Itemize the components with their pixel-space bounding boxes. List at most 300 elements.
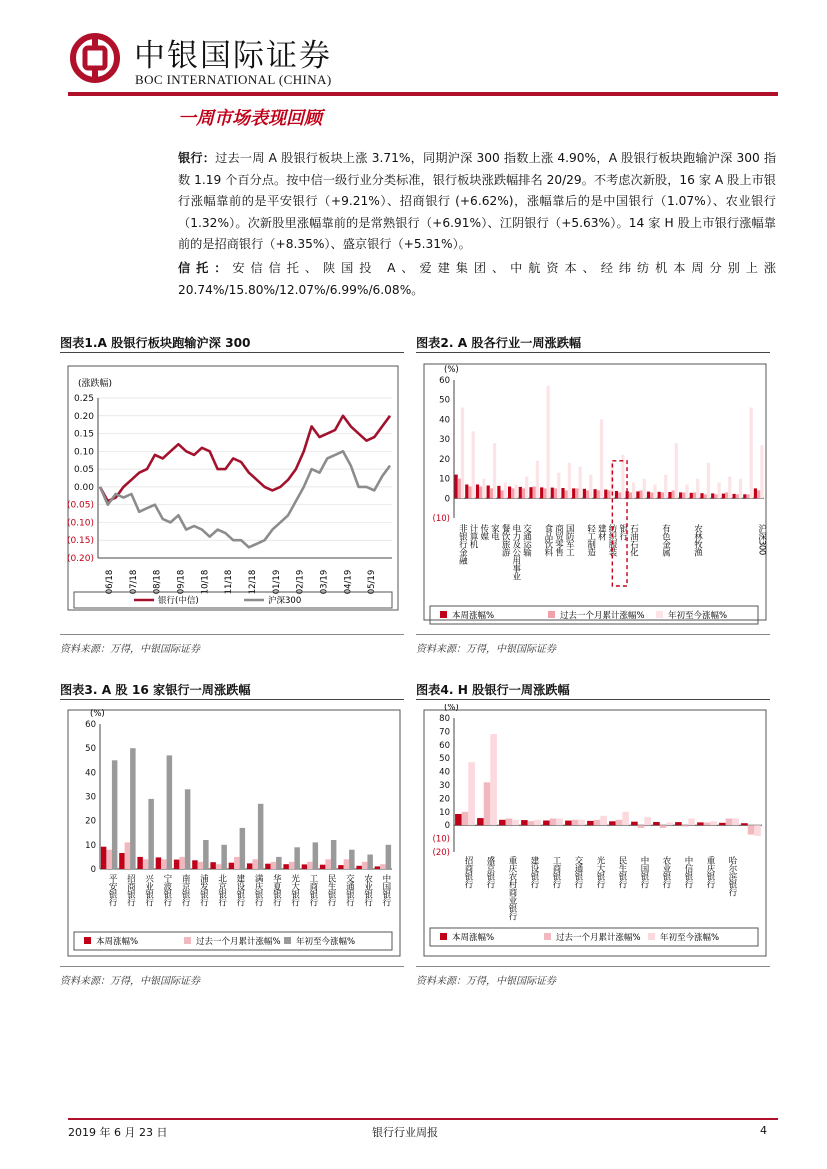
fig4-bar (565, 821, 572, 826)
fig3-xtick-label: 南京银行 (180, 874, 191, 906)
fig3-bar (307, 862, 313, 869)
fig4-ytick-label: 40 (439, 767, 450, 778)
trust-paragraph (178, 258, 776, 301)
fig3-bottom-rule (60, 966, 404, 967)
fig3-bar (302, 864, 308, 869)
fig2-bar (664, 475, 667, 499)
fig4-bar (748, 825, 755, 834)
fig3-bar (229, 863, 235, 869)
section-title: 一周市场表现回顾 (178, 108, 322, 129)
fig3-bar (386, 845, 392, 869)
fig2-bar (653, 485, 656, 499)
fig2-bar (504, 483, 507, 499)
fig4-ytick-label: 70 (439, 727, 450, 738)
fig2-bar (493, 443, 496, 498)
fig1-xtick-label: 10/18 (200, 569, 211, 595)
fig3-bar (294, 847, 300, 869)
fig2-bar (536, 461, 539, 499)
fig3-xtick-label: 光大银行 (289, 874, 300, 906)
footer-page-number: 4 (760, 1124, 767, 1137)
fig3-xtick-label: 华夏银行 (271, 874, 282, 906)
fig2-bar (704, 494, 707, 498)
fig2-bar (540, 487, 543, 498)
fig3-bar (362, 862, 368, 869)
fig4-title: 图表4. H 股银行一周涨跌幅 (416, 683, 570, 697)
fig3-xtick-label: 招商银行 (125, 874, 136, 906)
fig2-ytick-label: 0 (444, 494, 450, 505)
fig2-ytick-label: 10 (439, 474, 450, 485)
fig2-xtick-label: 沪深300 (756, 524, 767, 555)
fig2-bar (728, 477, 731, 499)
fig1-ylabel: (涨跌幅) (78, 379, 113, 389)
fig4-bar (512, 820, 519, 825)
fig4-xtick-label: 重庆银行 (705, 856, 715, 888)
fig3-bar (289, 862, 295, 869)
fig2-bar (615, 491, 618, 498)
fig2-legend-swatch (548, 611, 555, 618)
fig2-bar (490, 488, 493, 498)
fig4-ytick-label: 60 (439, 740, 450, 751)
fig1-xtick-label: 08/18 (152, 569, 163, 595)
fig3-bar (313, 842, 319, 869)
fig4-bar (616, 820, 623, 825)
fig2-bar (658, 492, 661, 499)
fig4-xtick-label: 盛京银行 (485, 856, 495, 888)
bank-paragraph (178, 148, 776, 256)
fig2-legend-label: 过去一个月累计涨幅% (560, 611, 645, 621)
fig4-bar (638, 825, 645, 828)
company-name-en: BOC INTERNATIONAL (CHINA) (135, 72, 332, 87)
fig3-bar (276, 857, 282, 869)
fig2-title-rule (416, 352, 770, 353)
fig3-frame (68, 710, 400, 956)
fig2-bar (455, 475, 458, 499)
fig4-bar (710, 821, 717, 825)
fig3-bar (221, 845, 227, 869)
fig2-bar (629, 492, 632, 498)
fig3-bar (240, 828, 246, 869)
fig4-bar (587, 821, 594, 825)
fig3-bar (367, 855, 373, 870)
fig3-bar (125, 842, 131, 869)
fig2-bar (589, 475, 592, 499)
fig2-bar (604, 490, 607, 499)
fig2-bar (594, 489, 597, 498)
fig4-xtick-label: 哈尔滨银行 (727, 856, 737, 896)
fig4-xtick-label: 招商银行 (463, 856, 473, 888)
fig3-xtick-label: 交通银行 (344, 874, 355, 906)
fig3-bar (325, 859, 331, 869)
fig2-bar (525, 477, 528, 499)
fig3-bar-chart (60, 704, 404, 962)
fig2-xtick-label: 轻工制造 (585, 524, 596, 556)
fig4-ytick-label: 80 (439, 714, 450, 724)
fig2-bar-chart (416, 358, 770, 626)
bank-label: 银行： (178, 151, 216, 165)
fig1-xtick-label: 05/19 (367, 569, 378, 595)
fig2-xtick-label: 农林牧渔 (692, 524, 703, 556)
header-divider (68, 92, 778, 96)
fig2-xtick-label: 商贸零售 (553, 524, 564, 556)
fig2-legend-label: 年初至今涨幅% (668, 611, 728, 621)
fig1-xtick-label: 04/19 (343, 569, 354, 595)
fig3-bar (344, 859, 350, 869)
fig2-xtick-label: 纺织服装 (607, 524, 617, 556)
fig2-bar (508, 487, 511, 499)
fig3-bar (198, 862, 204, 869)
trust-text: 安信信托、陕国投 A、爱建集团、中航资本、经纬纺机本周分别上涨 20.74%/15.80%/12.07%/6.99%/6.08%。 (178, 261, 777, 297)
fig4-bar (732, 819, 739, 826)
fig4-xtick-label: 建设银行 (529, 856, 539, 888)
fig2-bar (514, 485, 517, 499)
fig4-legend-label: 年初至今涨幅% (660, 933, 720, 943)
fig2-bottom-rule (416, 634, 770, 635)
fig3-ytick-label: 30 (85, 792, 96, 803)
fig2-bar (487, 486, 490, 499)
fig4-bar (754, 825, 761, 836)
fig2-legend-swatch (440, 611, 447, 618)
fig2-bar (501, 490, 504, 498)
fig4-bar (578, 820, 585, 825)
fig2-bar (476, 485, 479, 499)
fig3-bar (203, 840, 209, 869)
fig3-bar (156, 857, 162, 869)
fig2-bar (519, 487, 522, 498)
fig4-xtick-label: 交通银行 (573, 856, 583, 888)
fig4-bar (719, 823, 726, 825)
fig2-xtick-label: 银行 (617, 524, 628, 540)
fig4-legend-swatch (440, 933, 447, 940)
fig3-ytick-label: 20 (85, 816, 96, 827)
fig3-bar (112, 760, 118, 869)
fig2-bar (746, 494, 749, 498)
fig4-bar (622, 812, 629, 825)
fig3-bar (119, 853, 125, 869)
fig2-bar (557, 473, 560, 499)
fig2-ytick-label: 30 (439, 435, 450, 446)
fig2-bar (757, 490, 760, 498)
fig2-bar (568, 463, 571, 499)
fig4-ytick-label: 50 (439, 754, 450, 765)
fig1-ytick-label: (0.10) (66, 518, 94, 529)
fig1-legend-label: 银行(中信) (158, 596, 199, 606)
fig4-ytick-label: (20) (432, 848, 450, 858)
fig2-bar (529, 487, 532, 498)
fig2-bar (650, 492, 653, 498)
fig2-bar (743, 494, 746, 498)
fig1-xtick-label: 12/18 (248, 569, 258, 595)
fig2-xtick-label: 家电 (489, 524, 500, 540)
fig2-bar (468, 487, 471, 499)
fig2-bar (497, 486, 500, 498)
fig3-xtick-label: 满庆银行 (253, 874, 264, 906)
fig3-legend-swatch (284, 937, 291, 944)
fig3-bar (130, 748, 136, 869)
fig1-ytick-label: (0.15) (66, 536, 94, 547)
fig3-bar (271, 862, 277, 869)
fig4-bar (653, 822, 660, 825)
fig1-xtick-label: 02/19 (295, 569, 306, 595)
fig2-bar (472, 431, 475, 498)
fig3-legend-swatch (84, 937, 91, 944)
fig1-ytick-label: 0.15 (73, 429, 94, 440)
fig2-bar (575, 488, 578, 498)
fig2-ytick-label: 40 (439, 415, 450, 426)
fig1-ytick-label: 0.25 (73, 394, 94, 404)
fig2-xtick-label: 电力及公用事业 (510, 524, 521, 580)
bank-text: 过去一周 A 股银行板块上涨 3.71%，同期沪深 300 指数上涨 4.90%，A 股银行板块跑输沪深 300 指数 1.19 个百分点。按中信一级行业分类标准，银行板块涨跌幅排名 20/29。不考虑次新股，16 家 A 股上市银行涨幅靠前的是平安银行（+9.21%）、招商银行 (+6.62%)，涨幅靠后的是中国银行（1.07%）、农业银行（1.32%）。次新股里涨幅靠前的是常熟银行（+6.91%）、江阴银行（+5.63%）。14 家 H 股上市银行涨幅靠前的是招商银行（+8.35%）、盛京银行（+5.31%）。 (178, 151, 777, 251)
fig3-legend-swatch (184, 937, 191, 944)
fig3-title-rule (60, 699, 404, 700)
fig4-bar (556, 819, 563, 826)
fig2-bar (643, 479, 646, 499)
fig3-bar (247, 863, 253, 869)
fig2-bar (661, 492, 664, 498)
fig4-ylabel: (%) (444, 704, 459, 713)
fig3-bar (167, 755, 173, 869)
fig2-bar (760, 445, 763, 498)
fig2-bar (754, 488, 757, 498)
fig3-bar (161, 859, 167, 869)
fig4-ytick-label: (10) (432, 834, 450, 845)
fig3-xtick-label: 浦发银行 (198, 874, 209, 906)
fig3-xtick-label: 中国银行 (380, 874, 391, 906)
fig3-xtick-label: 工商银行 (307, 874, 318, 906)
fig3-bar (216, 864, 222, 869)
fig2-bar (693, 492, 696, 498)
fig3-xtick-label: 兴业银行 (143, 874, 154, 906)
fig2-bar (461, 408, 464, 499)
fig4-bar (528, 821, 535, 825)
fig2-bar (543, 488, 546, 498)
fig4-bar (741, 823, 748, 825)
fig3-xtick-label: 北京银行 (216, 874, 227, 906)
trust-label: 信托： (178, 261, 233, 275)
fig2-bar (565, 490, 568, 498)
fig4-bar (550, 819, 557, 826)
fig3-bar (101, 847, 107, 869)
fig3-ytick-label: 60 (85, 720, 96, 730)
fig2-xtick-label: 交通运输 (521, 524, 532, 556)
fig2-bar (707, 463, 710, 499)
fig2-bar (607, 490, 610, 498)
fig2-ytick-label: (10) (432, 514, 450, 524)
fig2-bar (668, 492, 671, 498)
fig1-legend-label: 沪深300 (268, 596, 302, 606)
fig2-bar (482, 479, 485, 499)
fig2-bar (618, 492, 621, 498)
fig1-xtick-label: 03/19 (319, 569, 330, 595)
fig3-bar (380, 864, 386, 869)
fig4-legend-swatch (648, 933, 655, 940)
fig3-legend-label: 年初至今涨幅% (296, 937, 356, 947)
fig4-legend-label: 过去一个月累计涨幅% (556, 933, 641, 943)
fig2-legend-swatch (656, 611, 663, 618)
fig1-bottom-rule (60, 634, 404, 635)
fig3-ylabel: (%) (90, 709, 105, 719)
fig4-xtick-label: 工商银行 (551, 856, 561, 888)
fig2-bar (586, 490, 589, 498)
fig1-xtick-label: 01/19 (271, 569, 282, 595)
fig3-bar (349, 850, 355, 869)
fig4-source: 资料来源：万得，中银国际证券 (416, 976, 556, 987)
fig4-bar (675, 822, 682, 825)
fig2-bar (725, 492, 728, 498)
fig2-bar (672, 490, 675, 498)
fig3-bar (137, 857, 143, 869)
fig4-bar (697, 822, 704, 825)
fig3-xtick-label: 民生银行 (326, 874, 337, 906)
fig2-bar (679, 492, 682, 498)
fig4-legend-swatch (544, 933, 551, 940)
fig3-legend-label: 过去一个月累计涨幅% (196, 937, 281, 947)
fig1-xtick-label: 07/18 (128, 569, 139, 595)
fig3-bar (192, 860, 198, 869)
fig2-bar (739, 479, 742, 499)
fig1-line-chart (60, 358, 404, 626)
fig2-legend-label: 本周涨幅% (452, 611, 495, 621)
fig3-bar (143, 859, 149, 869)
fig4-bar (477, 818, 484, 825)
fig4-bar-chart (416, 704, 770, 962)
fig1-xtick-label: 06/18 (105, 569, 115, 595)
fig3-ytick-label: 50 (85, 744, 96, 755)
fig4-bar (534, 820, 541, 825)
fig2-xtick-label: 建材 (596, 524, 607, 540)
fig4-bar (490, 734, 497, 825)
fig4-bar (455, 814, 462, 825)
fig3-bar (252, 859, 258, 869)
fig4-bar (543, 821, 550, 826)
fig2-source: 资料来源：万得，中银国际证券 (416, 644, 556, 655)
fig3-bar (265, 864, 271, 869)
fig4-xtick-label: 民生银行 (617, 856, 627, 888)
fig2-xtick-label: 传媒 (478, 524, 489, 540)
fig4-xtick-label: 光大银行 (595, 856, 605, 888)
fig3-bar (331, 840, 337, 869)
fig2-xtick-label: 有色金属 (660, 524, 671, 556)
fig2-bar (700, 493, 703, 498)
fig2-xtick-label: 非银行金融 (457, 524, 468, 564)
fig3-xtick-label: 农业银行 (362, 874, 373, 906)
fig1-ytick-label: 0.20 (73, 411, 94, 422)
fig2-xtick-label: 餐饮旅游 (500, 524, 511, 556)
fig4-bar (462, 812, 469, 825)
footer-report-name: 银行行业周报 (372, 1126, 438, 1139)
fig2-ylabel: (%) (444, 365, 459, 375)
fig2-bar (547, 386, 550, 498)
fig2-bar (458, 479, 461, 499)
fig3-xtick-label: 平安银行 (107, 874, 118, 906)
fig4-bar (688, 819, 695, 826)
fig2-xtick-label: 食品饮料 (542, 524, 553, 556)
header (68, 30, 778, 96)
fig3-bar (356, 866, 362, 869)
fig2-xtick-label: 国防军工 (564, 524, 575, 556)
fig2-bar (711, 493, 714, 498)
fig2-bar (696, 479, 699, 499)
fig2-bar (479, 487, 482, 499)
fig4-legend-label: 本周涨幅% (452, 933, 495, 943)
fig3-ytick-label: 40 (85, 768, 96, 779)
fig4-bar (499, 820, 506, 825)
fig2-bar (675, 443, 678, 498)
fig4-bar (594, 820, 601, 825)
fig3-bar (106, 850, 112, 869)
fig3-bar (338, 865, 344, 869)
fig4-bottom-rule (416, 966, 770, 967)
fig1-title: 图表1.A 股银行板块跑输沪深 300 (60, 336, 251, 350)
fig4-bar (704, 823, 711, 826)
fig1-ytick-label: 0.05 (73, 465, 94, 476)
fig3-bar (234, 857, 240, 869)
fig3-source: 资料来源：万得，中银国际证券 (60, 976, 200, 987)
fig3-bar (174, 860, 180, 869)
fig1-title-rule (60, 352, 404, 353)
fig2-bar (533, 487, 536, 499)
fig3-ytick-label: 10 (85, 840, 96, 851)
fig2-bar (736, 494, 739, 498)
fig2-bar (511, 488, 514, 498)
company-name-cn: 中银国际证券 (134, 38, 332, 74)
fig2-xtick-label: 石油石化 (628, 524, 639, 556)
fig2-bar (551, 488, 554, 499)
fig3-bar (375, 866, 381, 869)
fig2-bar (682, 492, 685, 498)
fig4-bar (484, 782, 491, 825)
fig2-bar (554, 488, 557, 498)
fig2-bar (600, 419, 603, 498)
fig1-xtick-label: 11/18 (224, 569, 235, 595)
fig4-ytick-label: 20 (439, 794, 450, 805)
fig2-bar (636, 491, 639, 498)
fig2-ytick-label: 20 (439, 454, 450, 465)
fig3-bar (185, 789, 191, 869)
fig4-xtick-label: 重庆农村商业银行 (507, 856, 517, 920)
fig2-ytick-label: 50 (439, 395, 450, 406)
fig4-title-rule (416, 699, 770, 700)
fig2-bar (579, 467, 582, 499)
fig3-legend-label: 本周涨幅% (96, 937, 139, 947)
fig2-bar (465, 485, 468, 499)
fig3-bar (283, 864, 289, 869)
fig4-xtick-label: 中国银行 (639, 856, 649, 888)
fig1-ytick-label: (0.20) (66, 554, 94, 564)
fig2-bar (640, 490, 643, 498)
fig1-ytick-label: 0.00 (73, 482, 94, 493)
fig2-bar (572, 488, 575, 498)
fig2-bar (647, 492, 650, 499)
fig4-bar (631, 822, 638, 826)
footer-divider (68, 1118, 778, 1120)
fig2-bar (597, 490, 600, 498)
fig3-bar (258, 804, 264, 869)
fig2-title: 图表2. A 股各行业一周涨跌幅 (416, 336, 582, 350)
footer-date: 2019 年 6 月 23 日 (68, 1126, 168, 1139)
fig2-xtick-label: 计算机 (468, 524, 479, 548)
fig3-ytick-label: 0 (90, 865, 96, 875)
fig2-ytick-label: 60 (439, 376, 450, 386)
fig4-xtick-label: 农业银行 (661, 856, 671, 888)
fig4-bar (682, 825, 689, 826)
fig4-bar (521, 820, 528, 825)
fig3-bar (148, 799, 154, 869)
fig1-ytick-label: (0.05) (66, 500, 94, 511)
fig2-bar (750, 408, 753, 499)
fig4-bar (609, 821, 616, 825)
fig3-title: 图表3. A 股 16 家银行一周涨跌幅 (60, 683, 251, 697)
fig3-bar (320, 865, 326, 869)
